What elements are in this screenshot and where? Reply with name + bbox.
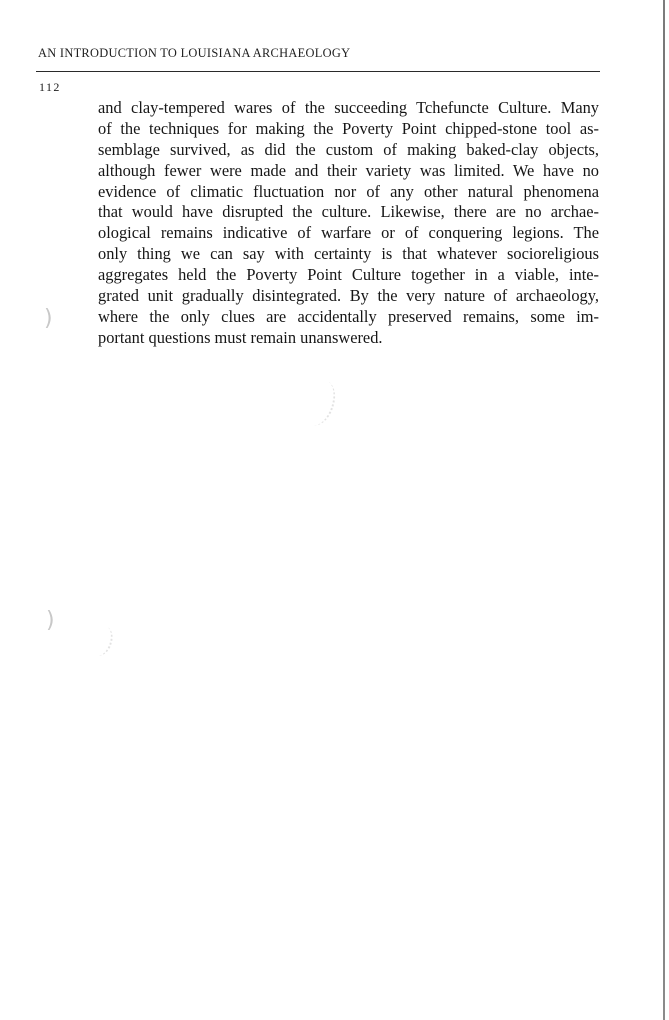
paragraph-line: and clay-tempered wares of the succeeding Tchefuncte Culture. Many [98, 98, 599, 117]
body-paragraph [98, 98, 599, 349]
header-rule [36, 71, 600, 72]
paragraph-line: of the techniques for making the Poverty Point chipped-stone tool as- [98, 118, 599, 138]
page-number: 112 [39, 80, 61, 94]
paragraph-line: although fewer were made and their variety was limited. We have no [98, 160, 599, 180]
paragraph-line: aggregates held the Poverty Point Culture together in a viable, inte- [98, 265, 599, 285]
paragraph-line: that would have disrupted the culture. Likewise, there are no archae- [98, 202, 599, 222]
paragraph-line: ological remains indicative of warfare or of conquering legions. The [98, 223, 599, 243]
paragraph-line: semblage survived, as did the custom of making baked-clay objects, [98, 139, 599, 159]
page-edge-shadow [663, 0, 665, 1020]
paragraph-line: grated unit gradually disintegrated. By the very nature of archaeology, [98, 286, 599, 306]
scan-artifact-mark: ) [44, 306, 53, 331]
paragraph-line: evidence of climatic fluctuation nor of any other natural phenomena [98, 181, 599, 201]
paragraph-line: where the only clues are accidentally preserved remains, some im- [98, 306, 599, 326]
paragraph-line: only thing we can say with certainty is that whatever socioreligious [98, 244, 599, 264]
scan-artifact-mark: ) [46, 608, 55, 633]
running-head: AN INTRODUCTION TO LOUISIANA ARCHAEOLOGY [38, 46, 351, 60]
paragraph-line: portant questions must remain unanswered. [98, 327, 383, 347]
scan-artifact-smudge [88, 624, 116, 659]
scan-artifact-smudge [300, 377, 341, 429]
